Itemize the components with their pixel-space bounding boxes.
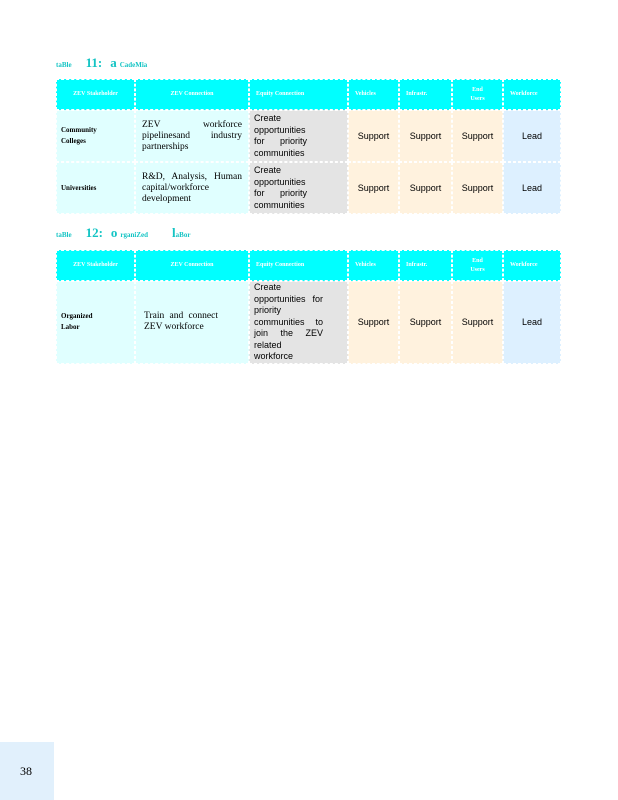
header-end-users: End Users <box>452 79 503 110</box>
stakeholder-cell: Universities <box>56 162 135 214</box>
stakeholder-cell: Community Colleges <box>56 110 135 162</box>
header-end-users: End Users <box>452 250 503 281</box>
workforce-cell: Lead <box>503 281 561 364</box>
vehicles-cell: Support <box>348 281 399 364</box>
caption-glyph: aBle <box>58 61 72 69</box>
equity-connection-cell: Create opportunities for priority communities <box>249 162 348 214</box>
stakeholder-cell: Organized Labor <box>56 281 135 364</box>
vehicles-cell: Support <box>348 162 399 214</box>
header-infrastructure: Infrastr. <box>399 250 452 281</box>
header-equity-connection: Equity Connection <box>249 79 348 110</box>
table-row <box>56 162 561 214</box>
header-vehicles: Vehicles <box>348 79 399 110</box>
end-users-cell: Support <box>452 162 503 214</box>
table-12-caption <box>56 224 190 242</box>
equity-connection-cell: Create opportunities for priority communities <box>249 110 348 162</box>
caption-glyph: aBle <box>58 231 72 239</box>
infrastructure-cell: Support <box>399 110 452 162</box>
table-11-caption <box>56 54 147 72</box>
infrastructure-cell: Support <box>399 281 452 364</box>
caption-glyph: 12: <box>85 225 103 240</box>
zev-connection-cell: Train and connect ZEV workforce <box>135 281 249 364</box>
end-users-cell: Support <box>452 110 503 162</box>
table-organized-labor <box>56 250 561 364</box>
header-workforce: Workforce <box>503 250 561 281</box>
caption-glyph: rganiZed <box>120 231 149 239</box>
caption-glyph: t <box>56 231 59 239</box>
caption-glyph: t <box>56 61 59 69</box>
caption-glyph: l <box>172 225 176 240</box>
caption-glyph: a <box>110 55 117 70</box>
header-infrastructure: Infrastr. <box>399 79 452 110</box>
header-row <box>56 250 561 281</box>
header-stakeholder: ZEV Stakeholder <box>56 79 135 110</box>
table-academia <box>56 79 561 214</box>
caption-glyph: 11: <box>85 55 103 70</box>
vehicles-cell: Support <box>348 110 399 162</box>
zev-connection-cell: R&D, Analysis, Human capital/workforce development <box>135 162 249 214</box>
header-row <box>56 79 561 110</box>
header-zev-connection: ZEV Connection <box>135 79 249 110</box>
workforce-cell: Lead <box>503 162 561 214</box>
caption-glyph: aBor <box>175 231 191 239</box>
equity-connection-cell: Create opportunities for priority communities to join the ZEV related workforce <box>249 281 348 364</box>
header-workforce: Workforce <box>503 79 561 110</box>
header-equity-connection: Equity Connection <box>249 250 348 281</box>
zev-connection-cell: ZEV workforce pipelinesand industry partnerships <box>135 110 249 162</box>
caption-glyph: o <box>110 225 118 240</box>
end-users-cell: Support <box>452 281 503 364</box>
header-vehicles: Vehicles <box>348 250 399 281</box>
page-number: 38 <box>20 764 32 778</box>
table-row <box>56 110 561 162</box>
workforce-cell: Lead <box>503 110 561 162</box>
infrastructure-cell: Support <box>399 162 452 214</box>
table-row <box>56 281 561 364</box>
header-zev-connection: ZEV Connection <box>135 250 249 281</box>
header-stakeholder: ZEV Stakeholder <box>56 250 135 281</box>
caption-glyph: CadeMia <box>119 61 148 69</box>
